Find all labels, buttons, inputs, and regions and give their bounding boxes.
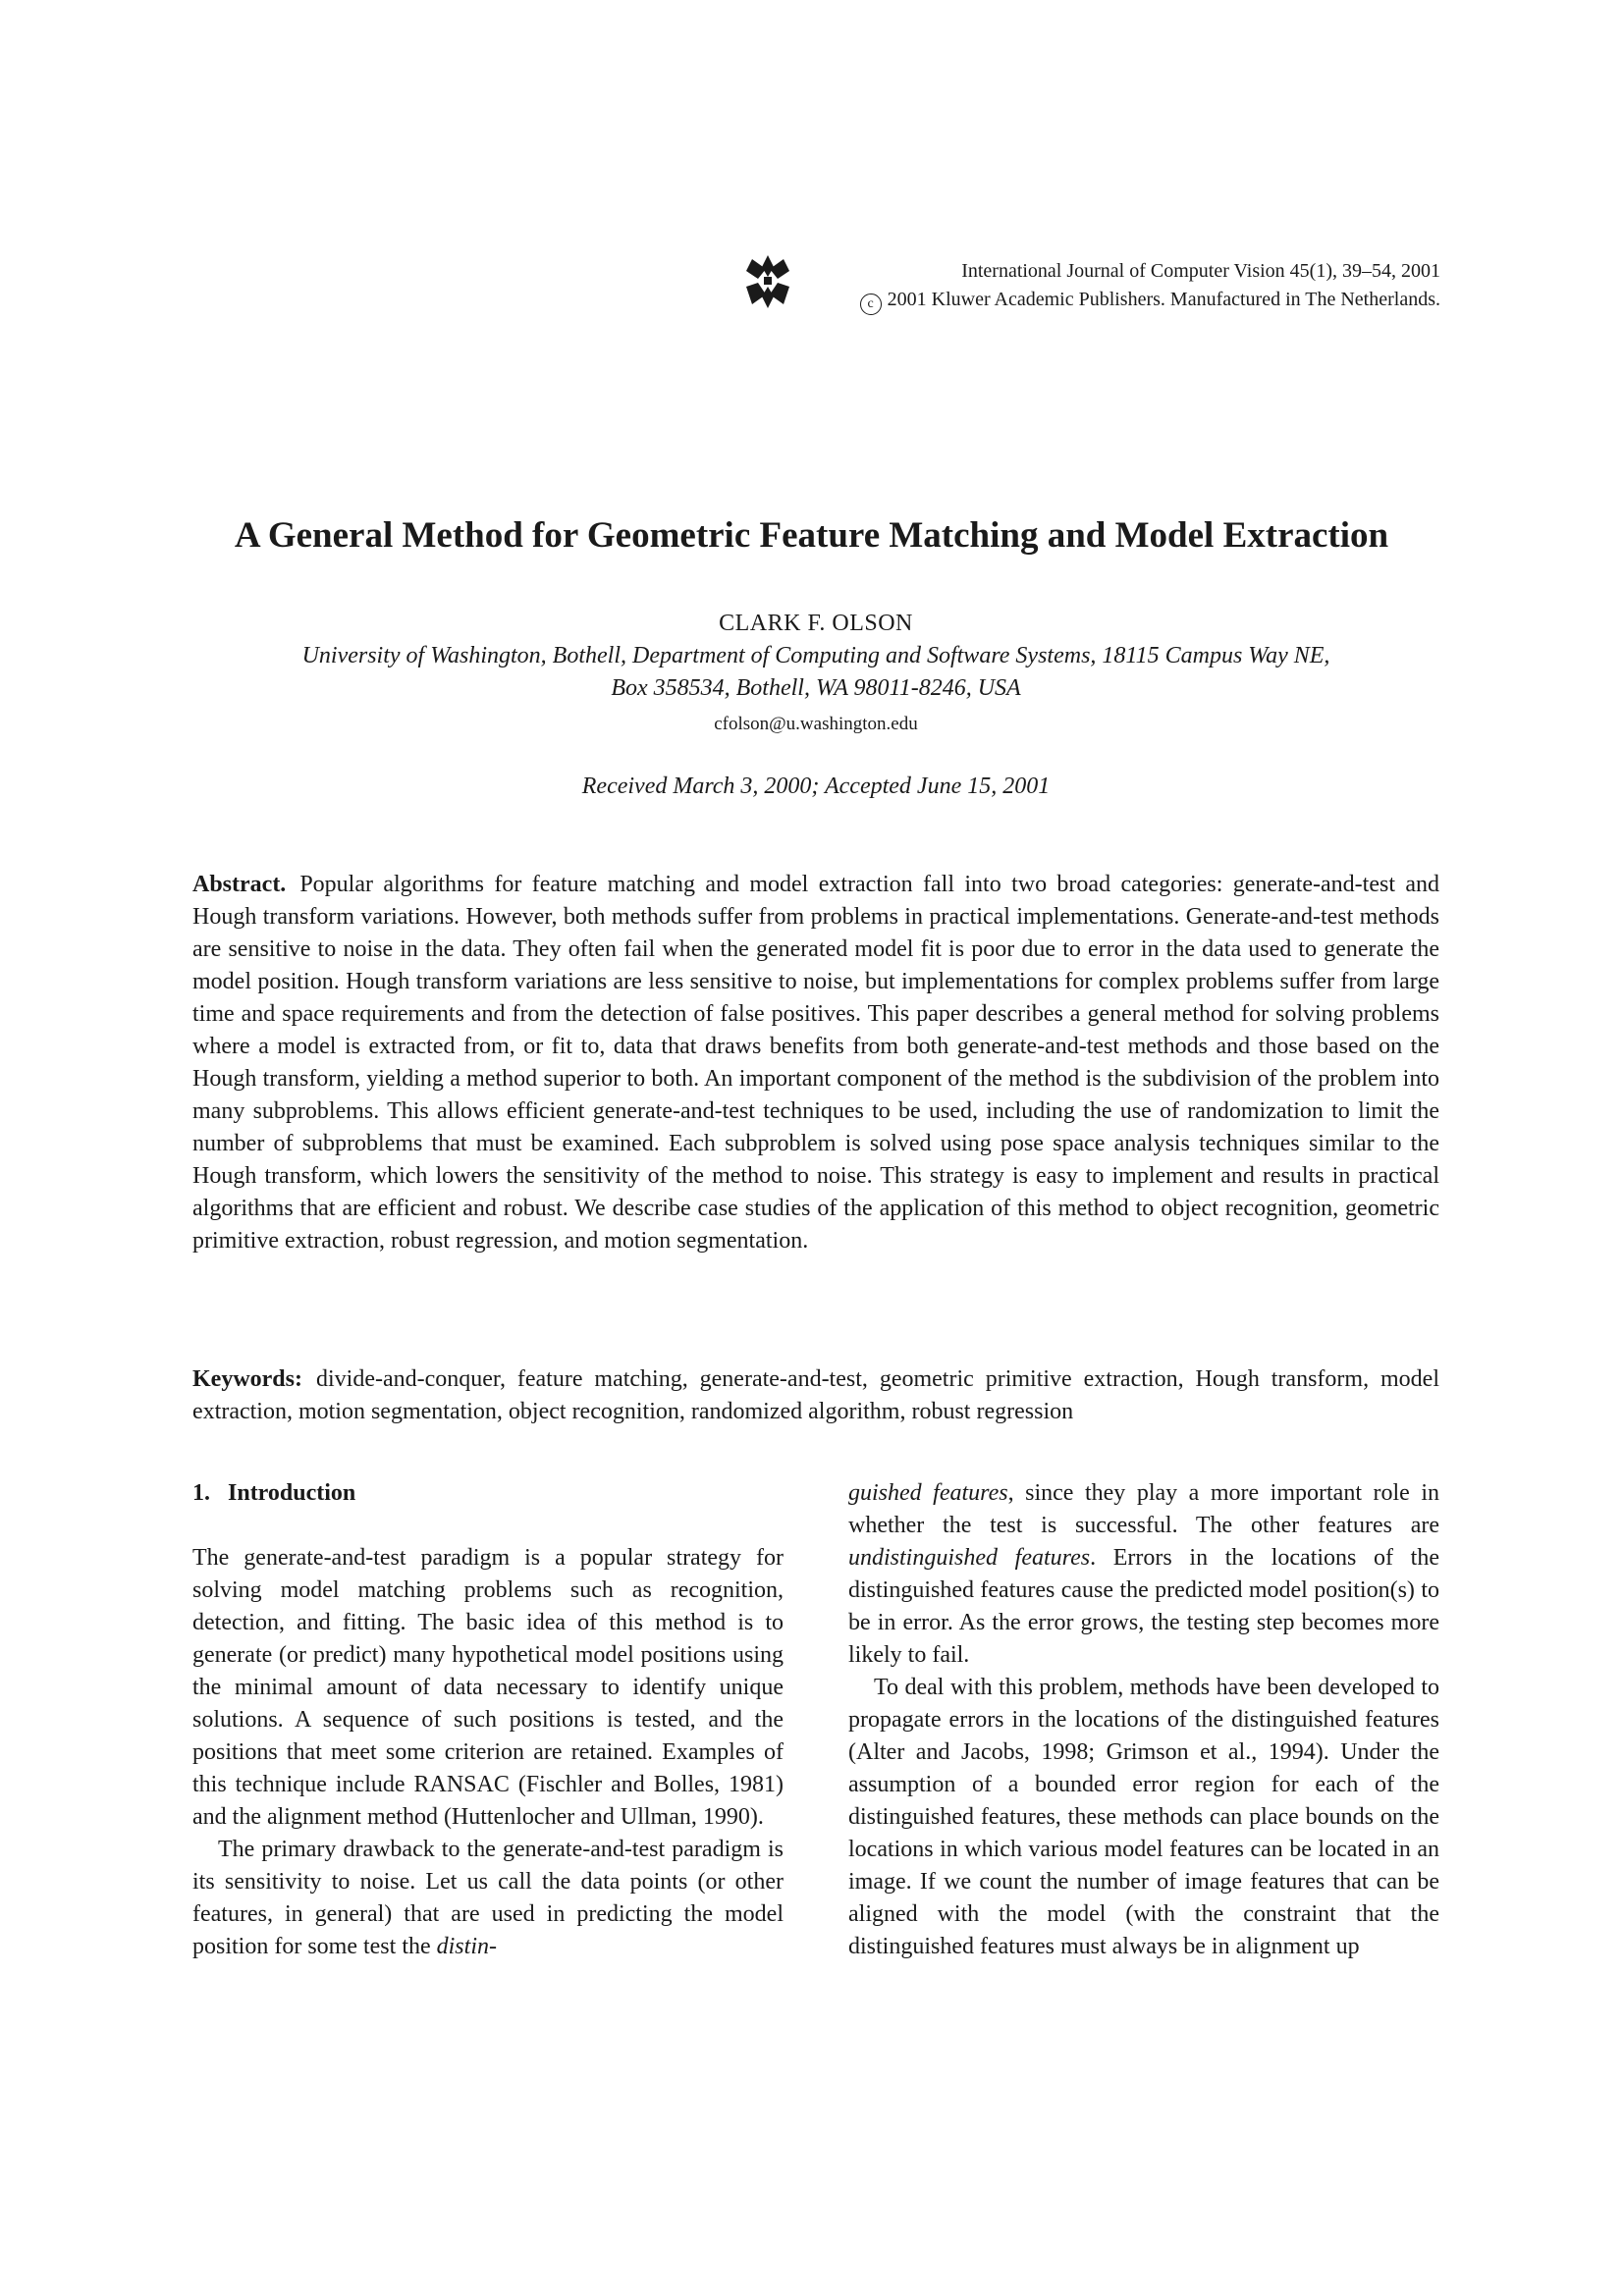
intro-paragraph-2-end: . Errors in the locations of the distinguished features cause the predicted model position(s) to be in error. As the error grows, the testing step becomes more likely to fail.: [848, 1545, 1439, 1668]
affiliation-line-1: University of Washington, Bothell, Department of Computing and Software Systems, 18115 Campus Way NE,: [301, 643, 1330, 668]
distinguished-features-term-end: guished features: [848, 1480, 1008, 1506]
abstract-label: Abstract.: [192, 872, 287, 897]
keywords: [192, 1363, 1439, 1428]
intro-paragraph-1: The generate-and-test paradigm is a popular strategy for solving model matching problems such as recognition, detection, and fitting. The basic idea of this method is to generate (or predict) many hypothetical model positions using the minimal amount of data necessary to identify unique solutions. A sequence of such positions is tested, and the positions that meet some criterion are retained. Examples of this technique include RANSAC (Fischler and Bolles, 1981) and the alignment method (Huttenlocher and Ullman, 1990).: [192, 1545, 784, 1830]
kluwer-publisher-logo-icon: [744, 253, 791, 310]
paper-title: A General Method for Geometric Feature Matching and Model Extraction: [234, 515, 1389, 556]
section-title: Introduction: [228, 1480, 356, 1506]
intro-paragraph-2-start: The primary drawback to the generate-and-test paradigm is its sensitivity to noise. Let us call the data points (or other features, in general) that are used in predicting the model position for some test the: [192, 1837, 784, 1959]
affiliation-line-2: Box 358534, Bothell, WA 98011-8246, USA: [611, 675, 1021, 701]
received-accepted-dates: Received March 3, 2000; Accepted June 15, 2001: [581, 774, 1051, 799]
journal-header: [860, 257, 1440, 315]
section-heading: [192, 1477, 784, 1510]
intro-paragraph-2-mid: , since they play a more important role in whether the test is successful. The other features are: [848, 1480, 1440, 1538]
body-column-right: [848, 1477, 1439, 1963]
section-number: 1.: [192, 1480, 210, 1506]
intro-paragraph-3: To deal with this problem, methods have been developed to propagate errors in the locations of the distinguished features (Alter and Jacobs, 1998; Grimson et al., 1994). Under the assumption of a bounded error region for each of the distinguished features, these methods can place bounds on the locations in which various model features can be located in an image. If we count the number of image features that can be aligned with the model (with the constraint that the distinguished features must always be in alignment up: [848, 1675, 1439, 1959]
copyright-text: 2001 Kluwer Academic Publishers. Manufactured in The Netherlands.: [887, 289, 1440, 310]
keywords-label: Keywords:: [192, 1366, 302, 1392]
copyright-line: [860, 286, 1440, 315]
distinguished-features-term-start: distin-: [436, 1934, 497, 1959]
copyright-icon: c: [860, 294, 882, 315]
intro-paragraph-2: [192, 1834, 784, 1963]
keywords-text: divide-and-conquer, feature matching, generate-and-test, geometric primitive extraction, Hough transform, model extraction, motion segmentation, object recognition, randomized algorithm, robust regression: [192, 1366, 1439, 1424]
journal-citation: International Journal of Computer Vision 45(1), 39–54, 2001: [961, 260, 1440, 282]
author-email: cfolson@u.washington.edu: [714, 714, 918, 734]
abstract: [192, 869, 1439, 1257]
author-block: [192, 607, 1439, 803]
abstract-text: Popular algorithms for feature matching and model extraction fall into two broad categories: generate-and-test and Hough transform variations. However, both methods suffer from problems in practical implementations. Generate-and-test methods are sensitive to noise in the data. They often fail when the generated model fit is poor due to error in the data used to generate the model position. Hough transform variations are less sensitive to noise, but implementations for complex problems suffer from large time and space requirements and from the detection of false positives. This paper describes a general method for solving problems where a model is extracted from, or fit to, data that draws benefits from both generate-and-test methods and those based on the Hough transform, yielding a method superior to both. An important component of the method is the subdivision of the problem into many subproblems. This allows efficient generate-and-test techniques to be used, including the use of randomization to limit the number of subproblems that must be examined. Each subproblem is solved using pose space analysis techniques similar to the Hough transform, which lowers the sensitivity of the method to noise. This strategy is easy to implement and results in practical algorithms that are efficient and robust. We describe case studies of the application of this method to object recognition, geometric primitive extraction, robust regression, and motion segmentation.: [192, 872, 1439, 1254]
undistinguished-features-term: undistinguished features: [848, 1545, 1091, 1571]
body-column-left: [192, 1477, 784, 1963]
author-name: CLARK F. OLSON: [719, 611, 913, 636]
intro-paragraph-2-continued: [848, 1477, 1439, 1672]
